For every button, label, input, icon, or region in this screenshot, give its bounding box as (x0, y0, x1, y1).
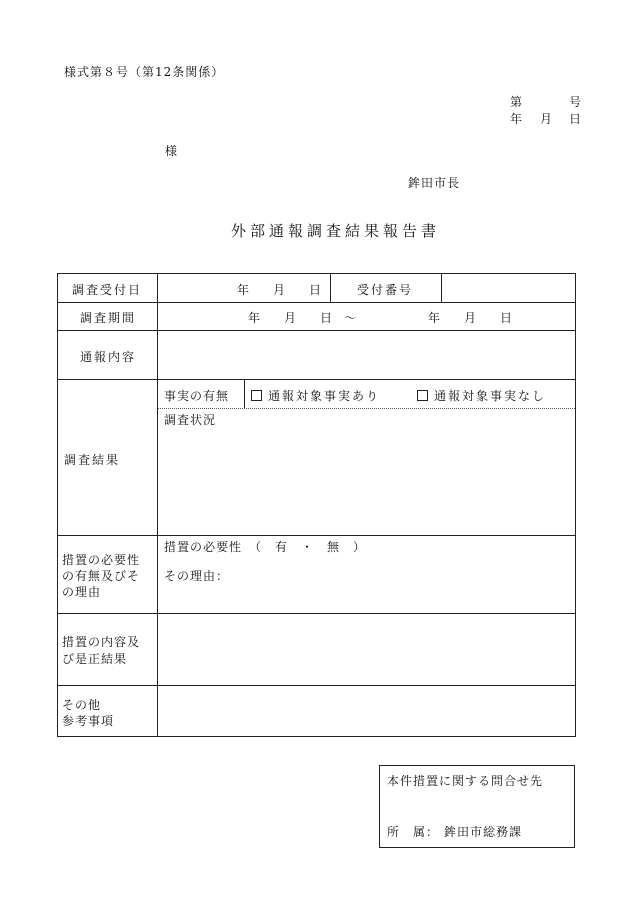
fact-option-no-label: 通報対象事実なし (434, 389, 547, 403)
doc-number-suffix: 号 (569, 95, 582, 109)
fact-option-yes-label: 通報対象事実あり (268, 389, 381, 403)
table-border-right (575, 273, 576, 736)
addressee-suffix: 様 (165, 144, 178, 158)
document-title: 外部通報調査結果報告書 (231, 222, 441, 240)
table-row-line-6 (57, 685, 576, 686)
table-row-line-5 (57, 613, 576, 614)
form-number: 様式第８号（第12条関係） (64, 65, 225, 79)
table-row-line-2 (57, 330, 576, 331)
date-year: 年 (510, 112, 523, 126)
table-row-line-4 (57, 535, 576, 536)
reason-text: その理由： (164, 569, 230, 583)
date-day: 日 (569, 112, 582, 126)
table-divider-fact (244, 379, 245, 408)
table-row-line-1 (57, 302, 576, 303)
checkbox-icon[interactable] (251, 390, 262, 401)
necessity-text: 措置の必要性 （ 有 ・ 無 ） (164, 540, 367, 554)
table-dotted-line (158, 408, 575, 409)
period-label: 調査期間 (80, 311, 137, 325)
measures-label-line1: 措置の内容及 (62, 635, 141, 649)
table-divider-r1a (330, 273, 331, 302)
period-value: 年 月 日 ～ 年 月 日 (248, 311, 513, 325)
table-row-line-3 (57, 379, 576, 380)
table-label-divider (157, 273, 158, 736)
fact-option-no[interactable] (417, 387, 546, 404)
table-border-bottom (57, 736, 576, 737)
issuer-name: 鉾田市長 (408, 176, 461, 190)
necessity-label-line1: 措置の必要性 (62, 553, 141, 567)
table-divider-r1b (441, 273, 442, 302)
other-label-line1: その他 (62, 698, 102, 712)
contact-heading: 本件措置に関する問合せ先 (387, 774, 544, 788)
table-border-left (57, 273, 58, 736)
measures-label-line2: び是正結果 (62, 652, 128, 666)
checkbox-icon[interactable] (417, 390, 428, 401)
situation-label: 調査状況 (164, 413, 217, 427)
fact-option-yes[interactable] (251, 387, 380, 404)
other-label-line2: 参考事項 (62, 714, 115, 728)
necessity-label-line3: の理由 (62, 585, 102, 599)
received-date-label: 調査受付日 (72, 283, 143, 297)
necessity-label-line2: の有無及びそ (62, 569, 141, 583)
date-month: 月 (540, 112, 553, 126)
doc-number-label: 第 (510, 95, 523, 109)
report-content-label: 通報内容 (80, 350, 137, 364)
received-date-value: 年 月 日 (237, 283, 322, 297)
result-label: 調査結果 (64, 453, 121, 467)
table-border-top (57, 273, 576, 274)
contact-dept-value: 鉾田市総務課 (444, 825, 523, 839)
contact-dept-label: 所 属： (387, 825, 440, 839)
receipt-number-label: 受付番号 (357, 283, 414, 297)
fact-label: 事実の有無 (164, 389, 230, 403)
